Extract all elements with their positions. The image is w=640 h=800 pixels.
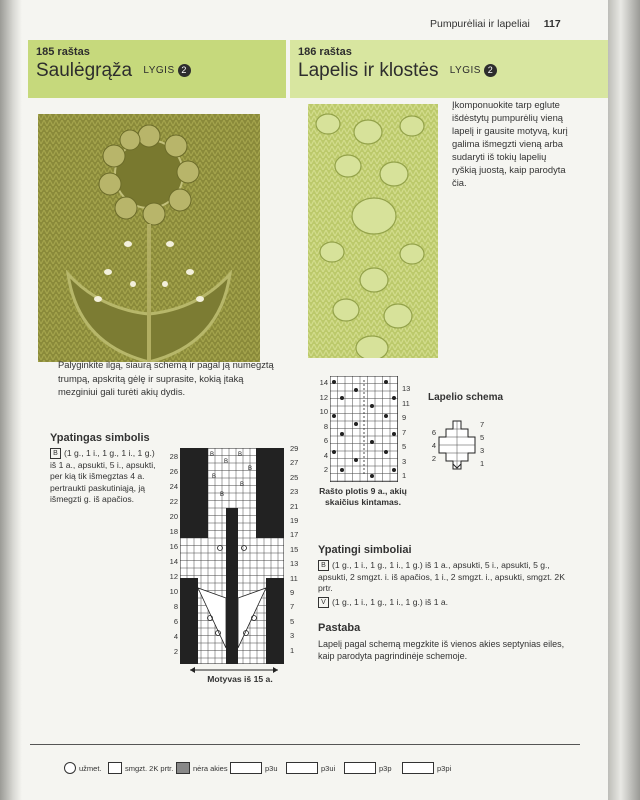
legend-p3u: p3u — [230, 762, 278, 774]
chart-row-number: 4 — [431, 441, 436, 450]
svg-text:B: B — [240, 482, 245, 488]
chart-row-number: 7 — [480, 420, 485, 429]
cable-p3u-icon — [230, 762, 262, 774]
pattern-185-caption: Palyginkite ilgą, siaurą schemą ir pagal ją numegztą trumpą, apskritą gėlę ir suprasite, kokią įtaką mezginiui gali turėti akių dydis. — [58, 359, 274, 397]
chart-row-number: 23 — [290, 487, 299, 497]
svg-text:B: B — [248, 466, 253, 472]
leaves-knit-photo — [308, 104, 438, 358]
chart-row-number: 9 — [290, 588, 295, 597]
legend-p3pi: p3pi — [402, 762, 451, 774]
pattern-title-text: Saulėgrąža — [36, 60, 133, 81]
chart-row-number: 2 — [323, 465, 328, 474]
bobble-leaf-symbol-icon: B — [318, 560, 329, 571]
chart-row-number: 6 — [323, 436, 328, 445]
chart-row-number: 12 — [319, 392, 328, 402]
sunflower-chart-caption: Motyvas iš 15 a. — [207, 674, 273, 684]
chart-row-number: 27 — [290, 458, 299, 468]
level-badge: 2 — [178, 64, 191, 77]
chart-row-number: 10 — [169, 587, 178, 596]
chart-row-number: 11 — [290, 573, 298, 583]
chart-row-number: 4 — [173, 632, 178, 641]
chart-row-number: 1 — [290, 645, 295, 655]
svg-text:B: B — [212, 474, 217, 480]
chart-row-number: 16 — [169, 542, 178, 551]
chart-row-number: 10 — [319, 407, 328, 416]
chart-row-number: 6 — [431, 428, 436, 437]
yarn-over-icon — [64, 762, 76, 774]
svg-text:B: B — [220, 492, 225, 498]
chart-row-number: 8 — [173, 602, 178, 611]
special-symbol-v-desc: V (1 g., 1 i., 1 g., 1 i., 1 g.) iš 1 a. — [318, 597, 580, 609]
chart-row-number: 1 — [402, 471, 407, 480]
chart-row-number: 20 — [169, 512, 178, 521]
chart-row-number: 5 — [480, 433, 485, 442]
legend-sk2p: smgzt. 2K prtr. — [108, 762, 173, 774]
pattern-186-header — [290, 40, 608, 98]
chart-row-number: 4 — [323, 450, 328, 460]
chart-row-number: 29 — [290, 444, 299, 453]
chart-row-number: 25 — [290, 472, 299, 482]
svg-text:B: B — [224, 459, 229, 465]
chart-row-number: 2 — [173, 647, 178, 656]
chart-row-number: 5 — [290, 616, 295, 626]
level-badge: 2 — [484, 64, 497, 77]
legend-yarn-over: užmet. — [64, 762, 102, 774]
chart-row-number: 1 — [480, 459, 485, 468]
svg-text:B: B — [238, 452, 243, 458]
no-stitch-icon — [176, 762, 190, 774]
level-label: LYGIS 2 — [143, 65, 190, 76]
special-symbols-heading: Ypatingi simboliai — [318, 544, 412, 556]
chart-row-number: 21 — [290, 501, 299, 511]
special-symbol-desc: B (1 g., 1 i., 1 g., 1 i., 1 g.) iš 1 a., apsukti, 5 i., apsukti, per kią tik išmegztas 4 a. pertraukti paskutiniąją, ją išmegzti g. iš apačios. — [50, 448, 156, 504]
page-gutter — [0, 0, 22, 800]
sunflower-chart-grid — [180, 448, 284, 664]
level-label: LYGIS 2 — [450, 65, 497, 76]
chart-row-number: 3 — [480, 446, 485, 455]
pattern-number: 185 raštas — [36, 46, 90, 58]
leaf-pleat-chart-grid — [330, 376, 398, 482]
motif-width-arrow — [188, 666, 280, 674]
note-heading: Pastaba — [318, 622, 361, 634]
leaf-schema-title: Lapelio schema — [428, 392, 504, 403]
chart-row-number: 3 — [402, 456, 407, 466]
cable-p3p-icon — [344, 762, 376, 774]
leaf-chart-caption: Rašto plotis 9 a., akių skaičius kintamas. — [319, 486, 407, 507]
chart-row-number: 22 — [169, 497, 178, 506]
legend-p3ui: p3ui — [286, 762, 335, 774]
chart-row-number: 13 — [290, 559, 299, 569]
chart-row-number: 14 — [169, 557, 178, 566]
legend-p3p: p3p — [344, 762, 392, 774]
bobble-symbol-icon: B — [50, 448, 61, 459]
chart-row-number: 14 — [319, 378, 328, 387]
chart-row-number: 19 — [290, 516, 299, 525]
svg-text:B: B — [210, 452, 215, 458]
chart-row-number: 8 — [323, 421, 328, 431]
chart-row-number: 18 — [169, 527, 178, 536]
cable-p3pi-icon — [402, 762, 434, 774]
cable-p3ui-icon — [286, 762, 318, 774]
leaf-schema-grid — [438, 420, 476, 470]
chart-row-number: 24 — [169, 482, 178, 491]
sunflower-knit-photo — [38, 114, 260, 362]
chart-row-number: 13 — [402, 384, 411, 393]
chart-row-number: 12 — [169, 572, 178, 581]
running-head — [430, 18, 561, 30]
chart-row-number: 2 — [431, 454, 436, 463]
legend-no-stitch: nėra akies — [176, 762, 228, 774]
pattern-185-header — [28, 40, 286, 98]
chart-row-number: 17 — [290, 530, 299, 540]
pattern-title — [36, 60, 191, 82]
pattern-title-text: Lapelis ir klostės — [298, 60, 439, 81]
legend-divider — [30, 744, 580, 745]
chart-row-number: 26 — [169, 467, 178, 476]
decrease-icon — [108, 762, 122, 774]
chart-row-number: 7 — [402, 427, 407, 437]
special-symbol-heading: Ypatingas simbolis — [50, 432, 150, 444]
chart-row-number: 3 — [290, 631, 295, 641]
chart-row-number: 15 — [290, 544, 299, 554]
special-symbol-b-desc: B (1 g., 1 i., 1 g., 1 i., 1 g.) iš 1 a., apsukti, 5 i., apsukti, 5 g., apsukti, 2 smgzt. i. iš apačios, 1 i., 2 smgzt. i., apsukti, smgzt. 2K prtr. — [318, 560, 565, 593]
pattern-number: 186 raštas — [298, 46, 352, 58]
book-spine — [608, 0, 640, 800]
chart-row-number: 6 — [173, 617, 178, 626]
chart-row-number: 11 — [402, 398, 410, 408]
note-text: Lapelį pagal schemą megzkite iš vienos akies septynias eiles, kaip parodyta pagrindinėje schemoje. — [318, 639, 565, 661]
pattern-186-intro: Įkomponuokite tarp eglute išdėstytų pumpurėlių vieną lapelį ir gausite motyvą, kurį galima išmegzti vieną arba sudaryti iš tokių lapelių ryškią juostą, kaip parodyta čia. — [452, 99, 568, 188]
pattern-title — [298, 60, 497, 82]
increase-symbol-icon: V — [318, 597, 329, 608]
chart-row-number: 5 — [402, 442, 407, 451]
chart-row-number: 7 — [290, 602, 295, 612]
chart-row-number: 9 — [402, 413, 407, 422]
running-head-title: Pumpurėliai ir lapeliai — [430, 18, 530, 30]
page-number: 117 — [543, 18, 561, 30]
chart-row-number: 28 — [169, 452, 178, 461]
